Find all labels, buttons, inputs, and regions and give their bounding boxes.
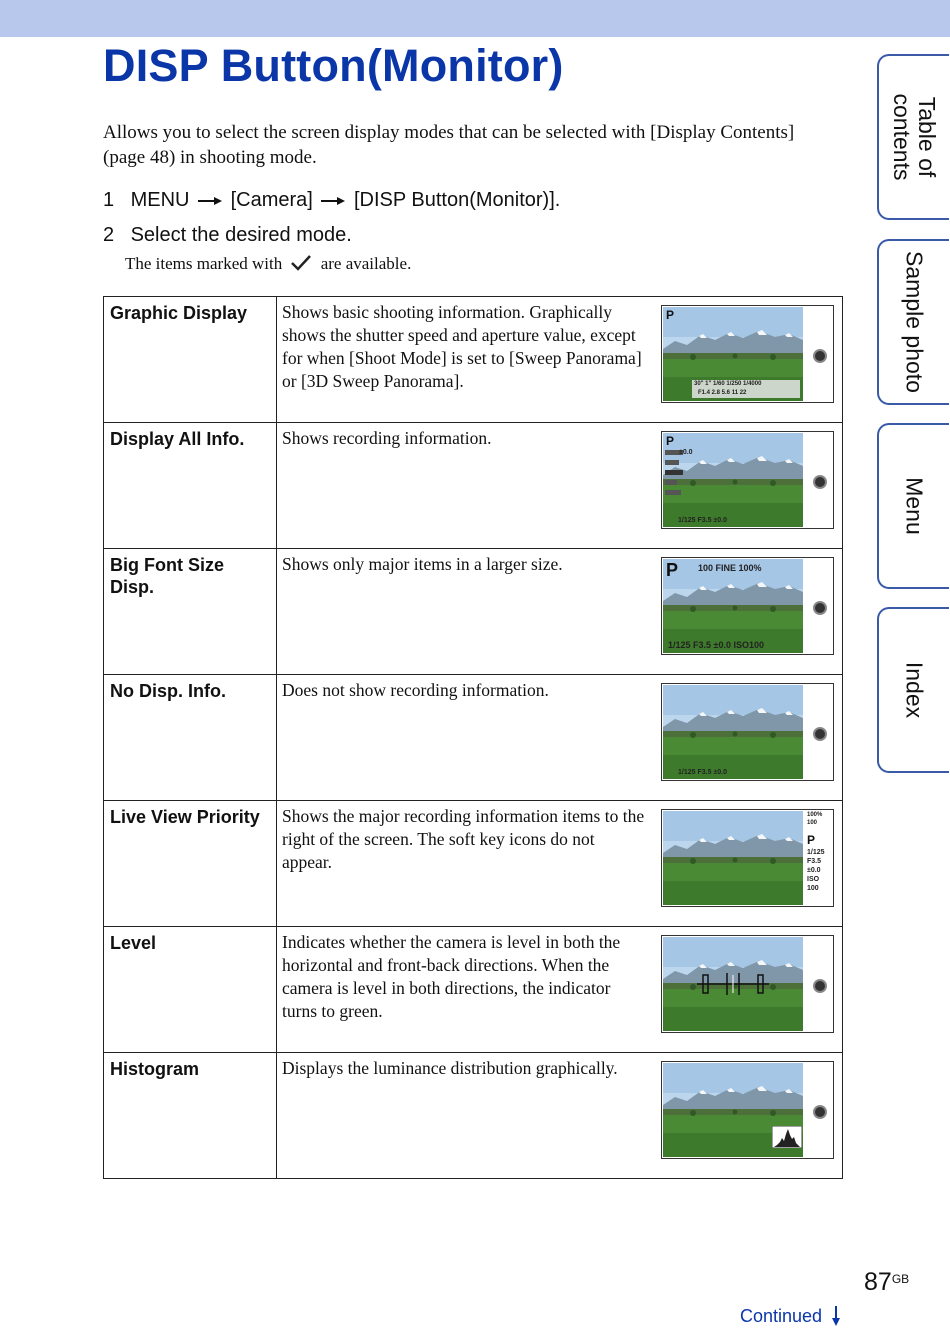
mode-cell [277, 297, 843, 423]
mode-name: Display All Info. [104, 423, 277, 549]
mode-description: Shows basic shooting information. Graphically shows the shutter speed and aperture value, except for when [Shoot Mode] is set to [Sweep Panorama] or [3D Sweep Panorama]. [282, 302, 642, 391]
camera-button-icon [813, 349, 827, 363]
info-icon-column [665, 449, 687, 507]
camera-button-icon [813, 475, 827, 489]
mode-p-indicator: P [807, 833, 816, 847]
mode-name: Level [104, 927, 277, 1053]
mode-name: No Disp. Info. [104, 675, 277, 801]
tab-label: Menu [901, 477, 928, 535]
level-screen-image [661, 935, 834, 1033]
camera-button-icon [813, 979, 827, 993]
page-number [864, 1268, 909, 1297]
mode-name: Big Font Size Disp. [104, 549, 277, 675]
camera-button-icon [813, 727, 827, 741]
mode-cell [277, 1053, 843, 1179]
step-camera-label: [Camera] [230, 189, 313, 211]
tab-menu[interactable] [877, 423, 949, 589]
right-arrow-icon [320, 196, 346, 206]
tab-label: Sample photo [901, 251, 928, 393]
big-font-bottom-readout: 1/125 F3.5 ±0.0 ISO100 [668, 640, 765, 650]
shutter-aperture-readout: 1/125 F3.5 ±0.0 [678, 517, 727, 524]
aperture-readout: F3.5 [807, 858, 822, 865]
camera-button-icon [813, 601, 827, 615]
page-number-value: 87 [864, 1268, 892, 1296]
histogram-icon [772, 1126, 802, 1148]
display-modes-table [103, 296, 843, 1179]
mode-cell [277, 801, 843, 927]
note-text-before: The items marked with [125, 254, 283, 273]
page-title: DISP Button(Monitor) [103, 40, 564, 91]
table-row [104, 927, 843, 1053]
step-disp-label: [DISP Button(Monitor)]. [353, 189, 561, 211]
tab-sample-photo[interactable] [877, 239, 949, 405]
mode-name: Live View Priority [104, 801, 277, 927]
tab-label: Table of contents [889, 93, 940, 181]
mode-p-indicator: P [666, 560, 679, 580]
iso-value: 100 [807, 885, 819, 892]
mode-cell [277, 549, 843, 675]
shutter-readout: 1/125 [807, 849, 825, 856]
intro-paragraph: Allows you to select the screen display modes that can be selected with [Display Contents] (page 48) in shooting mode. [103, 122, 795, 168]
step-text: Select the desired mode. [130, 224, 352, 246]
table-row [104, 423, 843, 549]
page-suffix: GB [891, 1272, 910, 1286]
table-row [104, 1053, 843, 1179]
mode-description: Does not show recording information. [282, 680, 549, 700]
mode-p-indicator: P [666, 308, 675, 322]
shot-count: 100 [807, 820, 818, 826]
camera-button-icon [813, 1105, 827, 1119]
mode-description: Displays the luminance distribution graphically. [282, 1058, 618, 1078]
tab-index[interactable] [877, 607, 949, 773]
mode-name: Graphic Display [104, 297, 277, 423]
shutter-aperture-readout: 1/125 F3.5 ±0.0 [678, 769, 727, 776]
step-1 [103, 189, 560, 212]
table-row [104, 675, 843, 801]
big-font-screen-image [661, 557, 834, 655]
table-row [104, 801, 843, 927]
step-2 [103, 224, 352, 247]
right-arrow-icon [197, 196, 223, 206]
histogram-screen-image [661, 1061, 834, 1159]
mode-name: Histogram [104, 1053, 277, 1179]
exposure-comp-readout: ±0.0 [679, 449, 693, 456]
step-menu-label: MENU [130, 189, 190, 211]
table-row [104, 297, 843, 423]
table-row [104, 549, 843, 675]
landscape-photo [663, 685, 803, 779]
iso-label: ISO [807, 876, 820, 883]
landscape-photo [663, 811, 803, 905]
mode-description: Shows recording information. [282, 428, 492, 448]
shutter-scale: 30" 1" 1/60 1/250 1/4000 [694, 381, 762, 387]
no-disp-info-screen-image [661, 683, 834, 781]
mode-cell [277, 927, 843, 1053]
mode-description: Shows only major items in a larger size. [282, 554, 563, 574]
mode-p-indicator: P [666, 434, 675, 448]
mode-description: Indicates whether the camera is level in both the horizontal and front-back directions. When the camera is level in both directions, the indicator turns to green. [282, 932, 621, 1021]
mode-description: Shows the major recording information items to the right of the screen. The soft key icons do not appear. [282, 806, 645, 872]
step-number: 1 [103, 189, 115, 211]
ev-readout: ±0.0 [807, 867, 821, 874]
landscape-photo [663, 559, 803, 653]
top-bar [0, 0, 950, 37]
graphic-display-screen-image [661, 305, 834, 403]
step-number: 2 [103, 224, 115, 246]
continued-label: Continued [740, 1306, 823, 1326]
big-font-top-readout: 100 FINE 100% [698, 563, 762, 573]
checkmark-icon [290, 254, 312, 272]
display-all-info-screen-image [661, 431, 834, 529]
tab-table-of-contents[interactable] [877, 54, 949, 220]
tab-label: Index [901, 661, 928, 719]
continued-link[interactable] [740, 1305, 841, 1327]
availability-note [125, 254, 411, 274]
aperture-scale: F1.4 2.8 5.6 11 22 [698, 390, 747, 396]
live-view-priority-screen-image [661, 809, 834, 907]
down-arrow-icon [831, 1305, 841, 1327]
mode-cell [277, 675, 843, 801]
battery-readout: 100% [807, 812, 823, 818]
level-indicator-icon [663, 937, 803, 1031]
note-text-after: are available. [320, 254, 412, 273]
mode-cell [277, 423, 843, 549]
